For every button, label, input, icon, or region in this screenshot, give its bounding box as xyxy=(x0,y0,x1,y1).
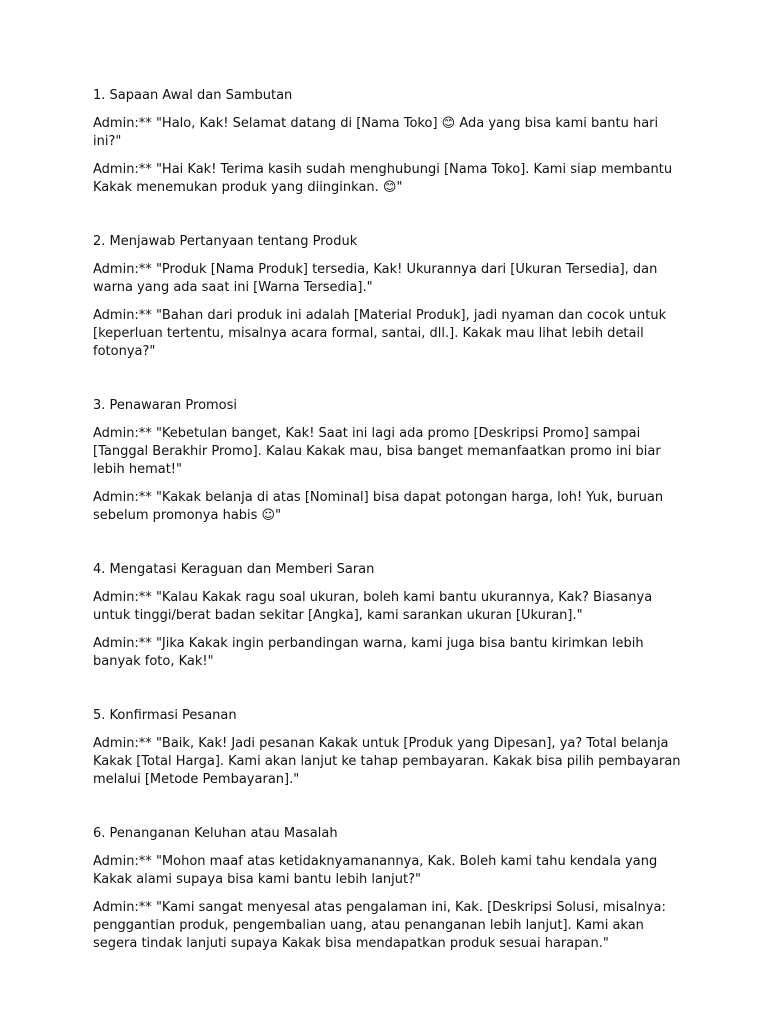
admin-reply: Admin:** "Kalau Kakak ragu soal ukuran, boleh kami bantu ukurannya, Kak? Biasanya untuk tinggi/berat badan sekitar [Angka], kami sarankan ukuran [Ukuran]." xyxy=(93,590,653,623)
section-heading: 4. Mengatasi Keraguan dan Memberi Saran xyxy=(93,562,375,577)
section-keluhan xyxy=(93,825,683,953)
section-heading: 2. Menjawab Pertanyaan tentang Produk xyxy=(93,234,358,249)
document-body xyxy=(93,87,683,989)
admin-reply: Admin:** "Halo, Kak! Selamat datang di [Nama Toko] 😊 Ada yang bisa kami bantu hari ini?" xyxy=(93,116,659,149)
admin-reply: Admin:** "Kakak belanja di atas [Nominal] bisa dapat potongan harga, loh! Yuk, buruan sebelum promonya habis ☺" xyxy=(93,490,664,523)
admin-reply: Admin:** "Kebetulan banget, Kak! Saat ini lagi ada promo [Deskripsi Promo] sampai [Tanggal Berakhir Promo]. Kalau Kakak mau, bisa banget memanfaatkan promo ini biar lebih hemat!" xyxy=(93,426,661,477)
section-heading: 1. Sapaan Awal dan Sambutan xyxy=(93,88,293,103)
section-heading: 3. Penawaran Promosi xyxy=(93,398,238,413)
admin-reply: Admin:** "Jika Kakak ingin perbandingan warna, kami juga bisa bantu kirimkan lebih banyak foto, Kak!" xyxy=(93,636,644,669)
admin-reply: Admin:** "Baik, Kak! Jadi pesanan Kakak untuk [Produk yang Dipesan], ya? Total belanja Kakak [Total Harga]. Kami akan lanjut ke tahap pembayaran. Kakak bisa pilih pembayaran melalui [Metode Pembayaran]." xyxy=(93,736,681,787)
section-heading: 5. Konfirmasi Pesanan xyxy=(93,708,237,723)
section-keraguan xyxy=(93,561,683,671)
section-promosi xyxy=(93,397,683,525)
section-sapaan xyxy=(93,87,683,197)
admin-reply: Admin:** "Produk [Nama Produk] tersedia, Kak! Ukurannya dari [Ukuran Tersedia], dan warna yang ada saat ini [Warna Tersedia]." xyxy=(93,262,658,295)
admin-reply: Admin:** "Bahan dari produk ini adalah [Material Produk], jadi nyaman dan cocok untuk [keperluan tertentu, misalnya acara formal, santai, dll.]. Kakak mau lihat lebih detail fotonya?" xyxy=(93,308,667,359)
section-konfirmasi xyxy=(93,707,683,789)
admin-reply: Admin:** "Hai Kak! Terima kasih sudah menghubungi [Nama Toko]. Kami siap membantu Kakak menemukan produk yang diinginkan. 😊" xyxy=(93,162,673,195)
admin-reply: Admin:** "Kami sangat menyesal atas pengalaman ini, Kak. [Deskripsi Solusi, misalnya: penggantian produk, pengembalian uang, atau penanganan lebih lanjut]. Kami akan segera tindak lanjuti supaya Kakak bisa mendapatkan produk sesuai harapan." xyxy=(93,900,666,951)
section-pertanyaan-produk xyxy=(93,233,683,361)
section-heading: 6. Penanganan Keluhan atau Masalah xyxy=(93,826,338,841)
admin-reply: Admin:** "Mohon maaf atas ketidaknyamanannya, Kak. Boleh kami tahu kendala yang Kakak alami supaya bisa kami bantu lebih lanjut?" xyxy=(93,854,658,887)
